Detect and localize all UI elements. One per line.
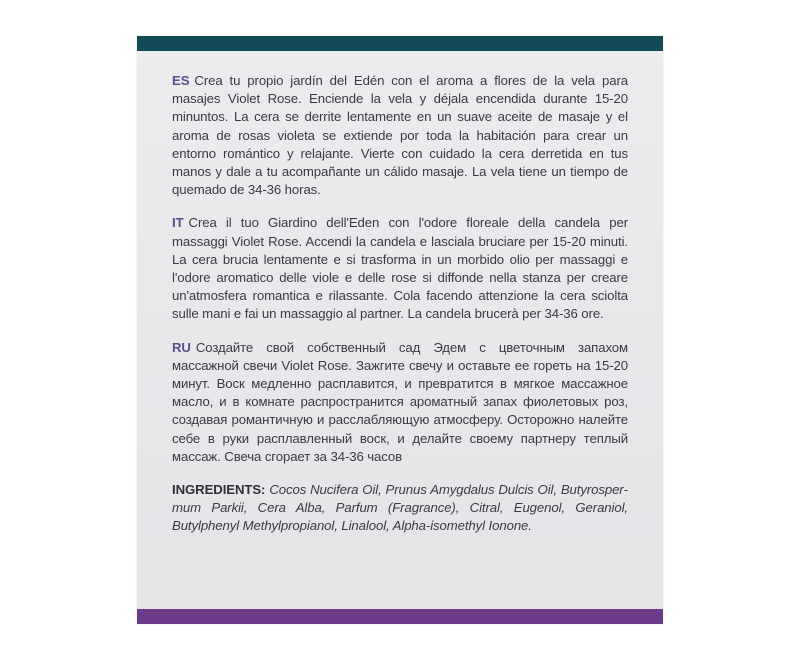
paragraph-it-text: Crea il tuo Giardino dell'Eden con l'odore floreale della candela per massaggi Violet Rose. Accendi la candela e lasciala bruciare per 15-20 minuti. La cera brucia lentamente e si trasforma in un morbido olio per massaggi e l'odore aromatico delle viole e delle rose si diffonde nella stanza per creare un'atmosfera romantica e rilassante. Cola facendo attenzione la cera sciolta sulle mani e fai un massaggio al partner. La candela brucerà per 34-36 ore. <box>172 215 628 322</box>
ingredients-list: Cocos Nucifera Oil, Prunus Amygdalus Dulcis Oil, Butyrospermum Parkii, Cera Alba, Parfum (Fragrance), Citral, Eugenol, Geraniol, Butylphenyl Methylpropianol, Linalool, Alpha-isomethyl Ionone. <box>172 482 628 534</box>
paragraph-ru <box>172 339 628 466</box>
paragraph-es-text: Crea tu propio jardín del Edén con el aroma a flores de la vela para masajes Violet Rose. Enciende la vela y déjala encendida durante 15-20 minuntos. La cera se derrite lentamente en un suave aceite de masaje y el aroma de rosas violeta se extiende por toda la habitación para crear un entorno romántico y relajante. Vierte con cuidado la cera derretida en tus manos y dale a tu acompañante un cálido masaje. La vela tiene un tiempo de quemado de 34-36 horas. <box>172 73 628 198</box>
label-text-block <box>172 72 628 551</box>
lang-code-ru: RU <box>172 339 191 355</box>
paragraph-it <box>172 214 628 323</box>
ingredients-label: INGREDIENTS: <box>172 482 266 498</box>
product-label-card <box>137 36 663 624</box>
lang-code-es: ES <box>172 73 190 88</box>
paragraph-es <box>172 72 628 199</box>
ingredients <box>172 481 628 536</box>
top-color-band <box>137 36 663 51</box>
paragraph-ru-text: Создайте свой собственный сад Эдем с цветочным запахом массажной свечи Violet Rose. Зажгите свечу и оставьте ее гореть на 15-20 минут. Воск медленно расплавится, и превратится в мягкое массажное масло, и в комнате распространится ароматный запах фиолетовых роз, создавая романтичную и расслабляющую атмосферу. Осторожно налейте себе в руки расплавленный воск, и делайте своему партнеру теплый массаж. Свеча сгорает за 34-36 часов <box>172 339 628 464</box>
bottom-color-band <box>137 609 663 624</box>
lang-code-it: IT <box>172 215 184 231</box>
